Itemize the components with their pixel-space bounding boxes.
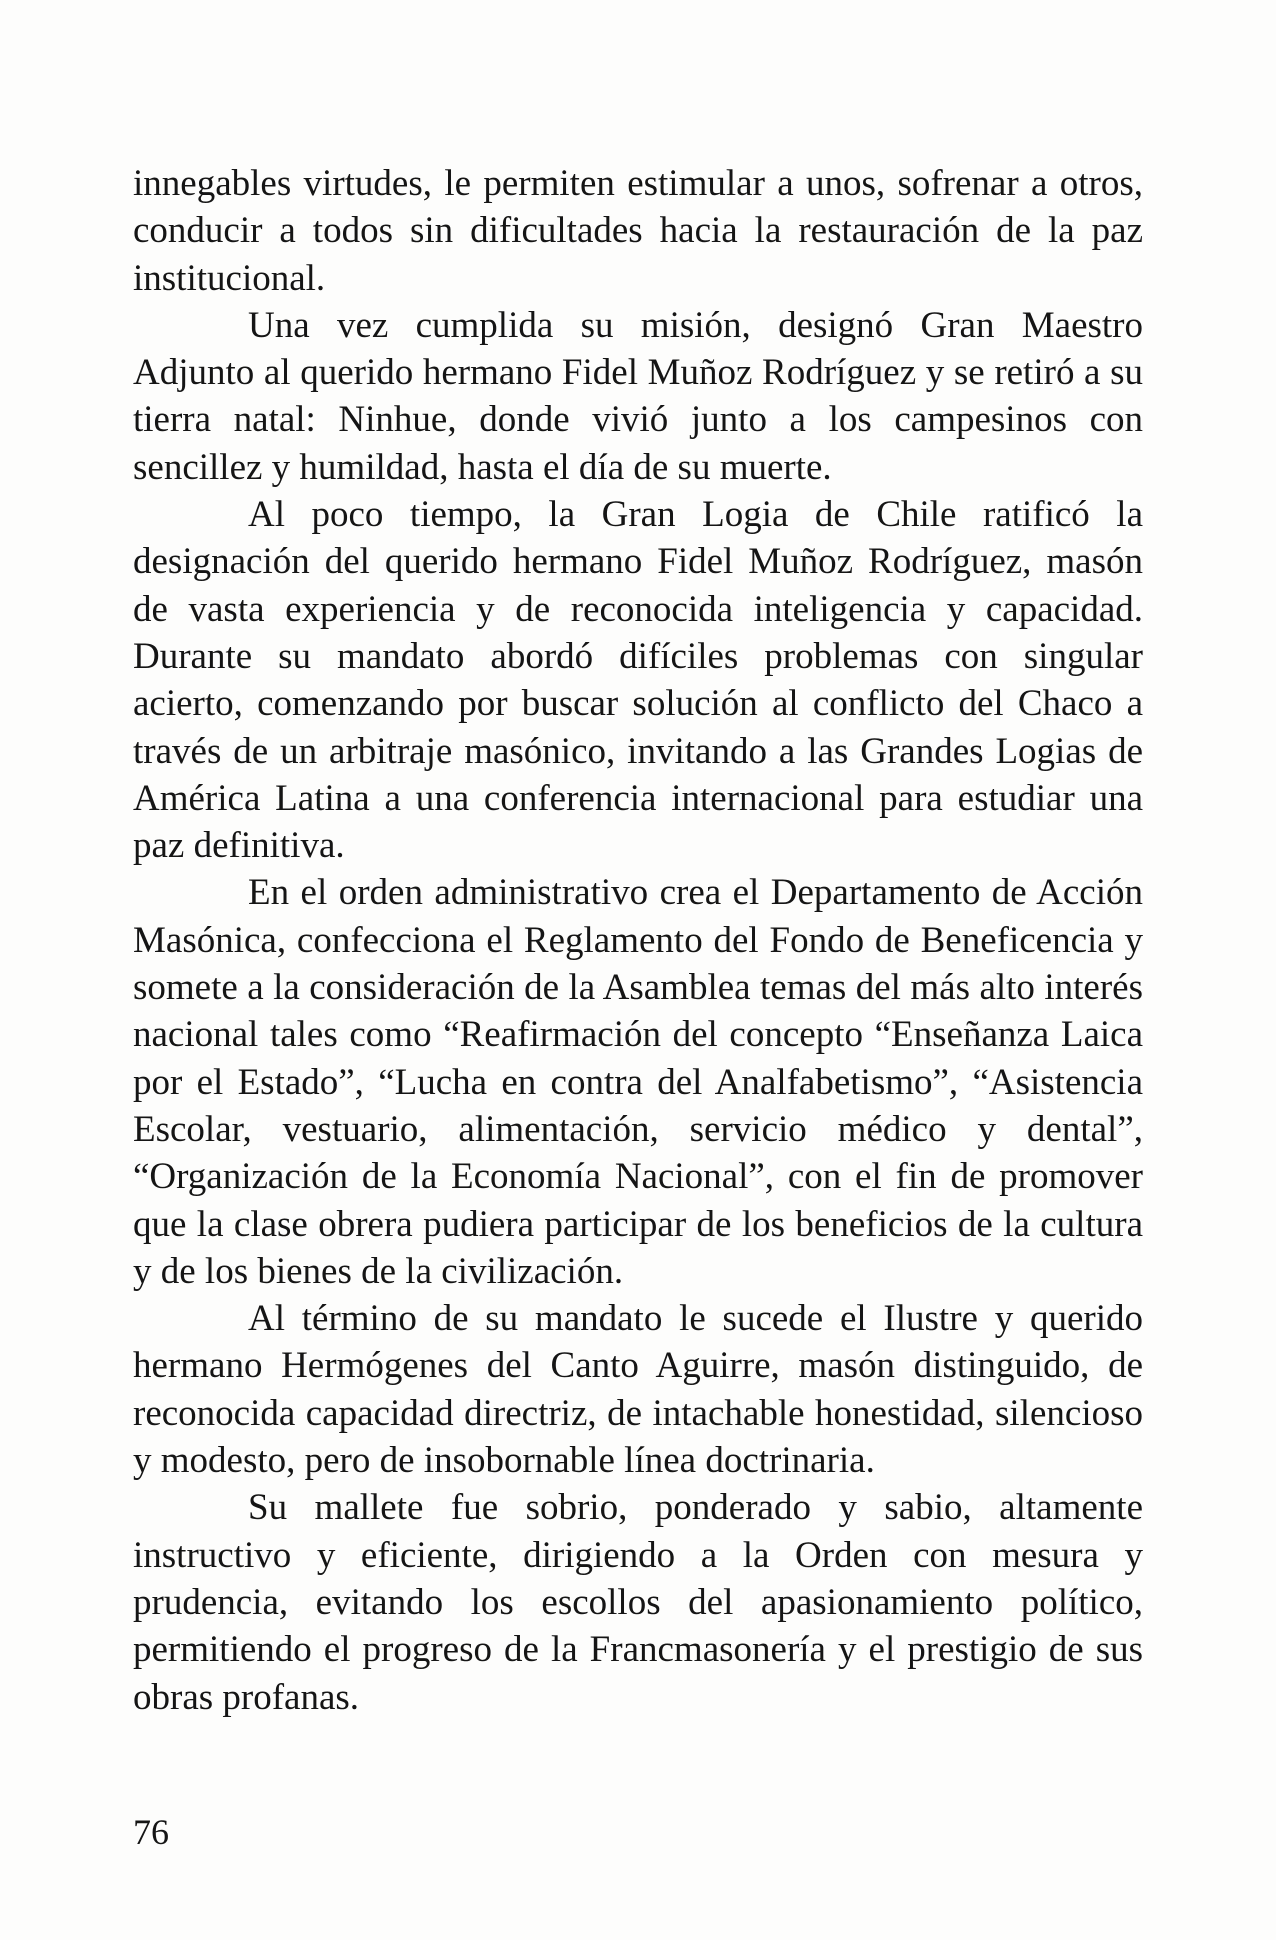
page-number: 76 <box>133 1812 169 1852</box>
body-text <box>133 160 1143 1721</box>
paragraph-hermogenes-del-canto: Al término de su mandato le sucede el Ilustre y querido hermano Hermógenes del Canto Aguirre, masón distinguido, de reconocida capacidad directriz, de intachable honestidad, silencioso y modesto, pero de insobornable línea doctrinaria. <box>133 1298 1143 1482</box>
paragraph-mision-cumplida: Una vez cumplida su misión, designó Gran Maestro Adjunto al querido hermano Fidel Muñoz Rodríguez y se retiró a su tierra natal: Ninhue, donde vivió junto a los campesinos con sencillez y humildad, hasta el día de su muerte. <box>133 304 1143 488</box>
paragraph-mallete: Su mallete fue sobrio, ponderado y sabio, altamente instructivo y eficiente, dirigiendo a la Orden con mesura y prudencia, evitando los escollos del apasionamiento político, permitiendo el progreso de la Francmasonería y el prestigio de sus obras profanas. <box>133 1487 1143 1718</box>
paragraph-orden-administrativo: En el orden administrativo crea el Departamento de Acción Masónica, confecciona el Reglamento del Fondo de Beneficencia y somete a la consideración de la Asamblea temas del más alto interés nacional tales como “Reafirmación del concepto “Enseñanza Laica por el Estado”, “Lucha en contra del Analfabetismo”, “Asistencia Escolar, vestuario, alimentación, servicio médico y dental”, “Organización de la Economía Nacional”, con el fin de promover que la clase obrera pudiera participar de los beneficios de la cultura y de los bienes de la civilización. <box>133 872 1143 1292</box>
paragraph-continuation: innegables virtudes, le permiten estimular a unos, sofrenar a otros, conducir a todos sin dificultades hacia la restauración de la paz institucional. <box>133 163 1143 299</box>
paragraph-fidel-munoz: Al poco tiempo, la Gran Logia de Chile ratificó la designación del querido hermano Fidel Muñoz Rodríguez, masón de vasta experiencia y de reconocida inteligencia y capacidad. Durante su mandato abordó difíciles problemas con singular acierto, comenzando por buscar solución al conflicto del Chaco a través de un arbitraje masónico, invitando a las Grandes Logias de América Latina a una conferencia internacional para estudiar una paz definitiva. <box>133 494 1143 867</box>
